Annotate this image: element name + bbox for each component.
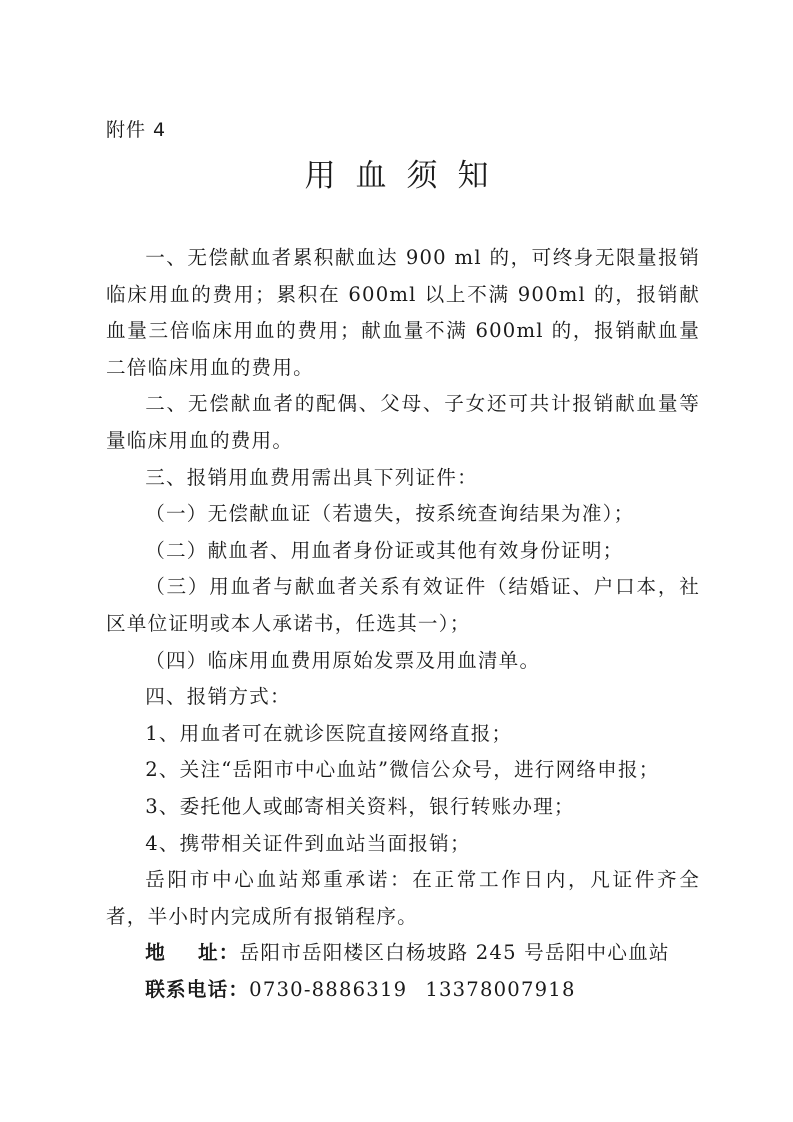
phone-label: 联系电话：	[145, 977, 250, 1001]
list-item-method-4: 4、携带相关证件到血站当面报销；	[145, 831, 471, 855]
phone-line	[106, 972, 700, 1009]
paragraph-methods-heading: 四、报销方式：	[145, 685, 291, 709]
document-title: 用血须知	[304, 158, 509, 194]
list-item-document-4: （四）临床用血费用原始发票及用血清单。	[145, 648, 541, 672]
list-item-method-1: 1、用血者可在就诊医院直接网络直报；	[145, 721, 513, 745]
list-item-document-2: （二）献血者、用血者身份证或其他有效身份证明；	[145, 538, 624, 562]
address-label-part-1: 地	[145, 941, 166, 965]
paragraph-donation-rules: 一、无偿献血者累积献血达 900 ml 的，可终身无限量报销临床用血的费用；累积在 600ml 以上不满 900ml 的，报销献血量三倍临床用血的费用；献血量不满 600ml 的，报销献血量二倍临床用血的费用。	[106, 246, 700, 379]
address-line	[106, 935, 700, 972]
phone-number-2: 13378007918	[425, 977, 576, 1001]
paragraph-documents-heading: 三、报销用血费用需出具下列证件：	[145, 465, 478, 489]
attachment-label: 附件 4	[106, 119, 167, 141]
list-item-document-1: （一）无偿献血证（若遗失，按系统查询结果为准）；	[145, 502, 635, 526]
list-item-method-2: 2、关注“岳阳市中心血站”微信公众号，进行网络申报；	[145, 758, 660, 782]
list-item-document-3: （三）用血者与献血者关系有效证件（结婚证、户口本，社区单位证明或本人承诺书，任选其一）；	[106, 575, 700, 635]
paragraph-family-rules: 二、无偿献血者的配偶、父母、子女还可共计报销献血量等量临床用血的费用。	[106, 392, 700, 452]
address-label-part-2: 址：	[197, 941, 240, 965]
list-item-method-3: 3、委托他人或邮寄相关资料，银行转账办理；	[145, 794, 575, 818]
address-value: 岳阳市岳阳楼区白杨坡路 245 号岳阳中心血站	[239, 941, 670, 965]
paragraph-promise: 岳阳市中心血站郑重承诺：在正常工作日内，凡证件齐全者，半小时内完成所有报销程序。	[106, 868, 700, 928]
phone-number-1: 0730-8886319	[249, 977, 408, 1001]
document-body	[106, 240, 700, 1008]
